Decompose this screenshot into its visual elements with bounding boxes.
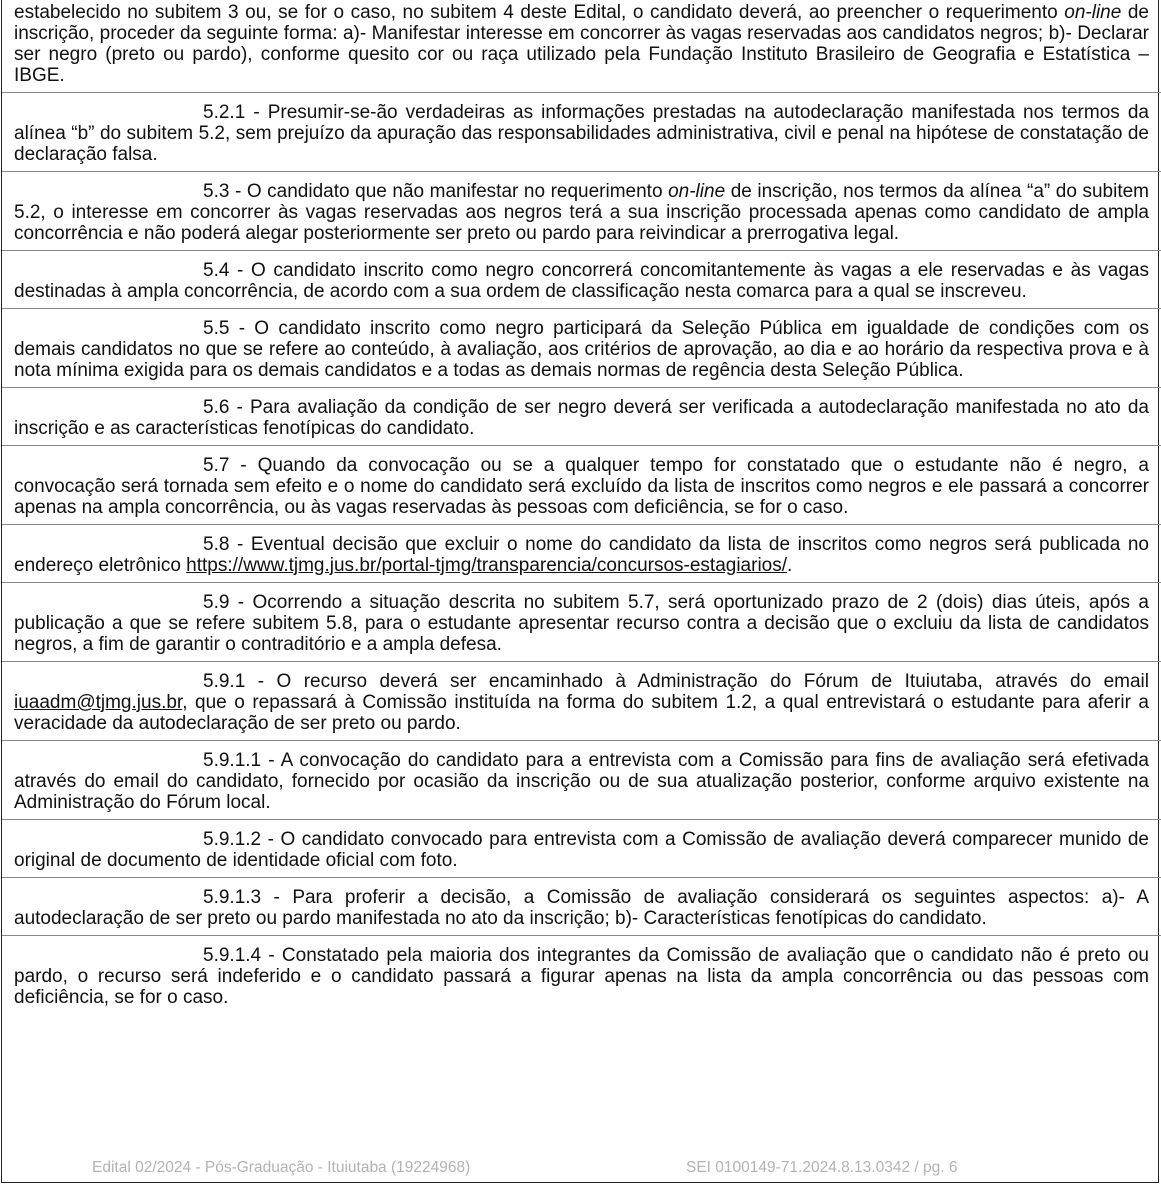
paragraph-divider <box>2 582 1161 583</box>
text-run: 5.9.1.2 - O candidato convocado para entrevista com a Comissão de avaliação deverá comparecer munido de original de documento de identidade oficial com foto. <box>14 829 1149 871</box>
paragraph-p6 <box>14 455 1149 518</box>
paragraph-p11 <box>14 829 1149 871</box>
document-page <box>1 0 1159 1183</box>
paragraph-divider <box>2 661 1161 662</box>
paragraph-divider <box>2 92 1161 93</box>
hyperlink[interactable]: https://www.tjmg.jus.br/portal-tjmg/transparencia/concursos-estagiarios/ <box>186 555 788 576</box>
paragraph-p1 <box>14 102 1149 165</box>
paragraph-divider <box>2 250 1161 251</box>
text-run: 5.6 - Para avaliação da condição de ser negro deverá ser verificada a autodeclaração manifestada no ato da inscrição e as características fenotípicas do candidato. <box>14 397 1149 439</box>
text-run: de inscrição, proceder da seguinte forma: a)- Manifestar interesse em concorrer às vagas reservadas aos candidatos negros; b)- Declarar ser negro (preto ou pardo), conforme quesito cor ou raça utilizado pela Fundação Instituto Brasileiro de Geografia e Estatística – IBGE. <box>14 2 1150 86</box>
text-run: 5.2.1 - Presumir-se-ão verdadeiras as informações prestadas na autodeclaração manifestada nos termos da alínea “b” do subitem 5.2, sem prejuízo da apuração das responsabilidades administrativa, civil e penal na hipótese de constatação de declaração falsa. <box>14 102 1149 165</box>
footer-process-number: SEI 0100149-71.2024.8.13.0342 / pg. 6 <box>686 1159 958 1176</box>
paragraph-p8 <box>14 592 1149 655</box>
text-run: 5.9.1.1 - A convocação do candidato para a entrevista com a Comissão para fins de avaliação será efetivada através do email do candidato, fornecido por ocasião da inscrição ou de sua atualização posterior, conforme arquivo existente na Administração do Fórum local. <box>14 750 1149 813</box>
text-run: 5.9 - Ocorrendo a situação descrita no subitem 5.7, será oportunizado prazo de 2 (dois) dias úteis, após a publicação a que se refere subitem 5.8, para o estudante apresentar recurso contra a decisão que o excluiu da lista de candidatos negros, a fim de garantir o contraditório e a ampla defesa. <box>14 592 1149 655</box>
paragraph-divider <box>2 740 1161 741</box>
paragraph-p5 <box>14 397 1149 439</box>
paragraph-p10 <box>14 750 1149 813</box>
paragraph-p4 <box>14 318 1149 381</box>
text-run: 5.3 - O candidato que não manifestar no requerimento <box>203 181 669 202</box>
footer-document-title: Edital 02/2024 - Pós-Graduação - Ituiutaba (19224968) <box>92 1159 471 1176</box>
paragraph-divider <box>2 171 1161 172</box>
paragraph-p7 <box>14 534 1149 576</box>
paragraph-p2 <box>14 181 1149 244</box>
paragraph-p3 <box>14 260 1149 302</box>
text-run: , que o repassará à Comissão instituída na forma do subitem 1.2, a qual entrevistará o estudante para aferir a veracidade da autodeclaração de ser preto ou pardo. <box>14 692 1149 734</box>
italic-term: on-line <box>1064 2 1122 23</box>
paragraph-p9 <box>14 671 1149 734</box>
text-run: . <box>787 555 793 576</box>
text-run: 5.4 - O candidato inscrito como negro concorrerá concomitantemente às vagas a ele reservadas e às vagas destinadas à ampla concorrência, de acordo com a sua ordem de classificação nesta comarca para a qual se inscreveu. <box>14 260 1149 302</box>
text-run: 5.5 - O candidato inscrito como negro participará da Seleção Pública em igualdade de condições com os demais candidatos no que se refere ao conteúdo, à avaliação, aos critérios de aprovação, ao dia e ao horário da respectiva prova e à nota mínima exigida para os demais candidatos e a todas as demais normas de regência desta Seleção Pública. <box>14 318 1149 381</box>
paragraph-p12 <box>14 887 1149 929</box>
paragraph-p13 <box>14 945 1149 1008</box>
italic-term: on-line <box>668 181 726 202</box>
paragraph-divider <box>2 308 1161 309</box>
paragraph-divider <box>2 524 1161 525</box>
hyperlink[interactable]: iuaadm@tjmg.jus.br <box>14 692 183 713</box>
paragraph-divider <box>2 387 1161 388</box>
text-run: 5.9.1.4 - Constatado pela maioria dos integrantes da Comissão de avaliação que o candidato não é preto ou pardo, o recurso será indeferido e o candidato passará a figurar apenas na lista da ampla concorrência ou das pessoas com deficiência, se for o caso. <box>14 945 1149 1008</box>
text-run: estabelecido no subitem 3 ou, se for o caso, no subitem 4 deste Edital, o candidato deverá, ao preencher o requerimento <box>14 2 1065 23</box>
document-body <box>14 2 1149 1008</box>
text-run: de inscrição, nos termos da alínea “a” do subitem 5.2, o interesse em concorrer às vagas reservadas aos negros terá a sua inscrição processada apenas como candidato de ampla concorrência e não poderá alegar posteriormente ser preto ou pardo para reivindicar a prerrogativa legal. <box>14 181 1149 244</box>
text-run: 5.7 - Quando da convocação ou se a qualquer tempo for constatado que o estudante não é negro, a convocação será tornada sem efeito e o nome do candidato será excluído da lista de inscritos como negros e ele passará a concorrer apenas na ampla concorrência, ou às vagas reservadas às pessoas com deficiência, se for o caso. <box>14 455 1149 518</box>
text-run: 5.9.1.3 - Para proferir a decisão, a Comissão de avaliação considerará os seguintes aspectos: a)- A autodeclaração de ser preto ou pardo manifestada no ato da inscrição; b)- Características fenotípicas do candidato. <box>14 887 1149 929</box>
page-footer <box>2 1159 1158 1179</box>
paragraph-divider <box>2 877 1161 878</box>
paragraph-divider <box>2 819 1161 820</box>
paragraph-divider <box>2 935 1161 936</box>
text-run: 5.8 - Eventual decisão que excluir o nome do candidato da lista de inscritos como negros será publicada no endereço eletrônico <box>14 534 1149 576</box>
text-run: 5.9.1 - O recurso deverá ser encaminhado à Administração do Fórum de Ituiutaba, através do email <box>203 671 1149 692</box>
paragraph-p0 <box>14 2 1149 86</box>
paragraph-divider <box>2 445 1161 446</box>
